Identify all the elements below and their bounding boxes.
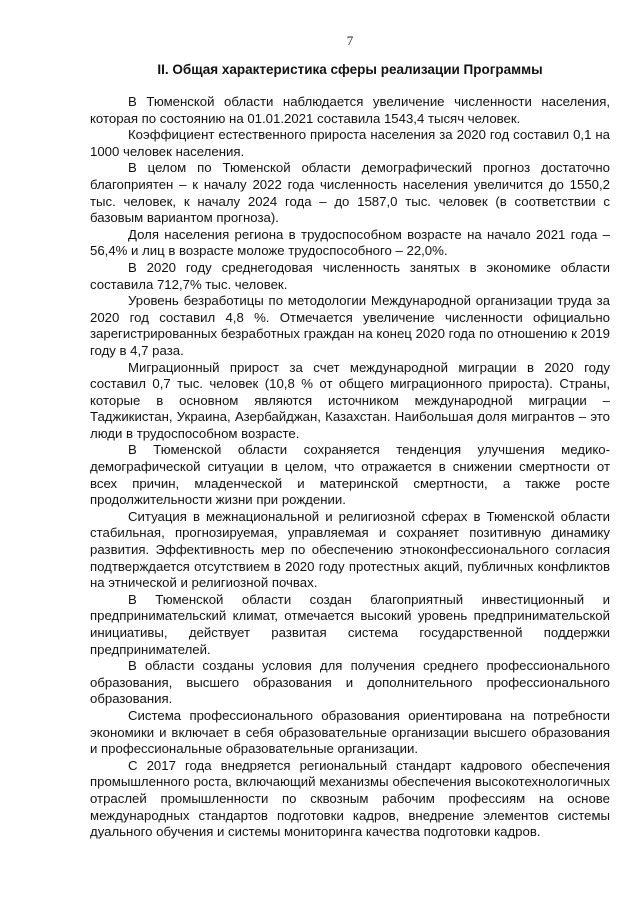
paragraph-natural-increase: Коэффициент естественного прироста населения за 2020 год составил 0,1 на 1000 человек населения. bbox=[90, 127, 610, 159]
paragraph-medical-demographic: В Тюменской области сохраняется тенденция улучшения медико-демографической ситуации в целом, что отражается в снижении смертности от всех причин, младенческой и материнской смертности, а также росте продолжительности жизни при рождении. bbox=[90, 442, 610, 508]
section-heading: II. Общая характеристика сферы реализации Программы bbox=[157, 62, 543, 77]
paragraph-migration: Миграционный прирост за счет международной миграции в 2020 году составил 0,7 тыс. человек (10,8 % от общего миграционного прироста). Страны, которые в основном являются источником международной миграции – Таджикистан, Украина, Азербайджан, Казахстан. Наибольшая доля мигрантов – это люди в трудоспособном возрасте. bbox=[90, 359, 610, 441]
paragraph-demographic-forecast: В целом по Тюменской области демографический прогноз достаточно благоприятен – к началу 2022 года численность населения увеличится до 1550,2 тыс. человек, к началу 2024 года – до 1587,0 тыс. человек (в соответствии с базовым вариантом прогноза). bbox=[90, 160, 610, 226]
paragraph-education-system: Система профессионального образования ориентирована на потребности экономики и включает в себя образовательные организации высшего образования и профессиональные образовательные организации. bbox=[90, 707, 610, 757]
paragraph-employment: В 2020 году среднегодовая численность занятых в экономике области составила 712,7% тыс. человек. bbox=[90, 259, 610, 292]
paragraph-working-age-share: Доля населения региона в трудоспособном возрасте на начало 2021 года – 56,4% и лиц в возрасте моложе трудоспособного – 22,0%. bbox=[90, 226, 610, 259]
paragraph-investment-climate: В Тюменской области создан благоприятный инвестиционный и предпринимательский климат, отмечается высокий уровень предпринимательской инициативы, действует развитая система государственной поддержки предпринимателей. bbox=[90, 591, 610, 657]
page-number: 7 bbox=[346, 33, 354, 48]
paragraph-staffing-standard: С 2017 года внедряется региональный стандарт кадрового обеспечения промышленного роста, включающий механизмы обеспечения высокотехнологичных отраслей промышленности по сквозным рабочим профессиям на основе международных стандартов подготовки кадров, внедрение элементов системы дуального обучения и системы мониторинга качества подготовки кадров. bbox=[90, 757, 610, 840]
paragraph-unemployment: Уровень безработицы по методологии Международной организации труда за 2020 год составил 4,8 %. Отмечается увеличение численности официально зарегистрированных безработных граждан на конец 2020 года по отношению к 2019 году в 4,7 раза. bbox=[90, 293, 610, 358]
paragraph-population-growth: В Тюменской области наблюдается увеличение численности населения, которая по состоянию на 01.01.2021 составила 1543,4 тысяч человек. bbox=[90, 94, 610, 126]
paragraph-education-conditions: В области созданы условия для получения среднего профессионального образования, высшего образования и дополнительного профессионального образования. bbox=[90, 658, 610, 707]
paragraph-interethnic-relations: Ситуация в межнациональной и религиозной сферах в Тюменской области стабильная, прогнозируемая, управляемая и сохраняет позитивную динамику развития. Эффективность мер по обеспечению этноконфессионального согласия подтверждается отсутствием в 2020 году протестных акций, публичных конфликтов на этнической и религиозной почвах. bbox=[90, 508, 610, 591]
document-body bbox=[90, 94, 610, 841]
